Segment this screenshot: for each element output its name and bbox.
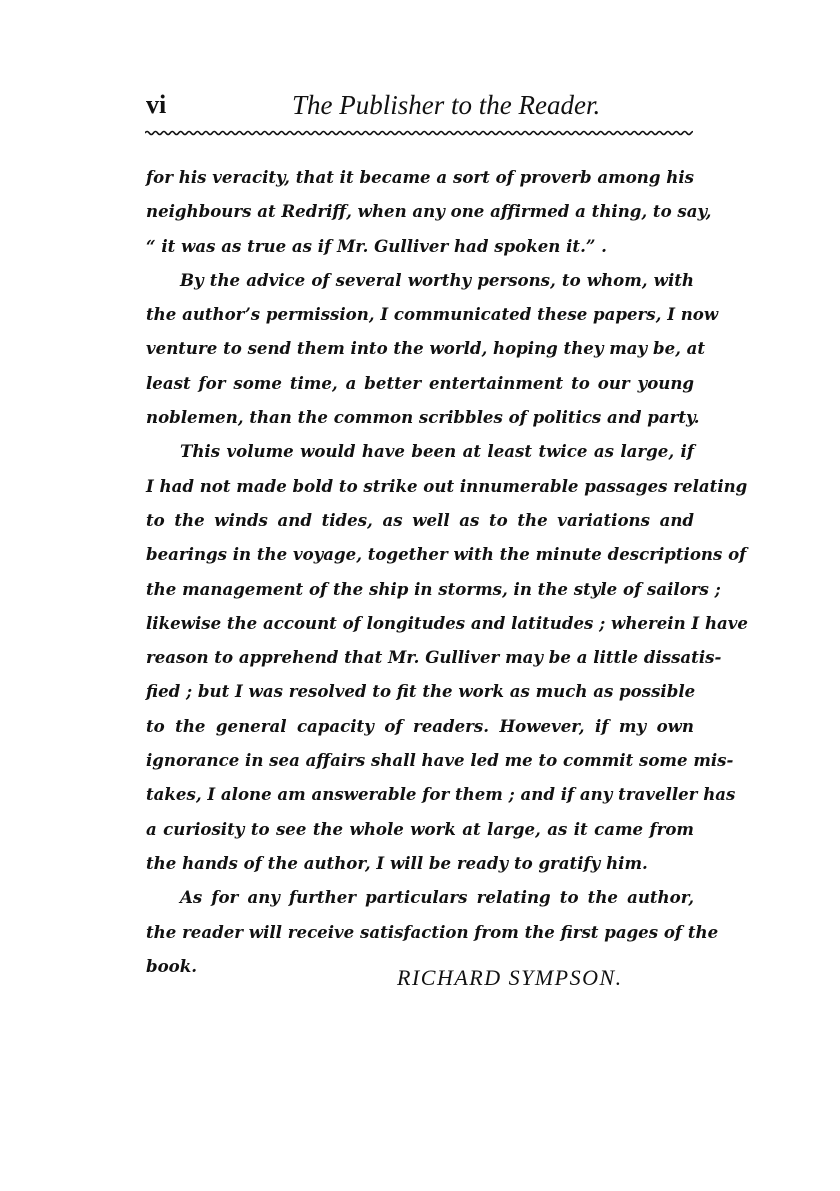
text-line: By the advice of several worthy persons, to whom, with — [180, 269, 694, 290]
page-number: vi — [146, 90, 167, 119]
text-line: to the winds and tides, as well as to the variations and — [146, 509, 694, 530]
text-line: book. — [146, 955, 198, 976]
text-line: the reader will receive satisfaction from the first pages of the — [146, 921, 719, 942]
text-line: “ it was as true as if Mr. Gulliver had spoken it.” . — [146, 235, 607, 256]
paragraph-3 — [146, 434, 748, 880]
text-line: neighbours at Redriff, when any one affirmed a thing, to say, — [146, 201, 712, 222]
text-line: the hands of the author, I will be ready to gratify him. — [146, 852, 648, 873]
wavy-header-rule — [145, 128, 693, 138]
text-line: to the general capacity of readers. However, if my own — [146, 715, 694, 736]
text-line: least for some time, a better entertainment to our young — [146, 372, 694, 393]
body-text — [146, 160, 748, 983]
text-line: noblemen, than the common scribbles of politics and party. — [146, 407, 700, 428]
text-line: fied ; but I was resolved to fit the work as much as possible — [146, 681, 696, 702]
text-line: reason to apprehend that Mr. Gulliver may be a little dissatis- — [146, 647, 722, 668]
text-line: I had not made bold to strike out innumerable passages relating — [146, 475, 748, 496]
text-line: bearings in the voyage, together with the minute descriptions of — [146, 544, 747, 565]
paragraph-1 — [146, 160, 712, 263]
text-line: ignorance in sea affairs shall have led me to commit some mis- — [146, 750, 734, 771]
running-head-title: The Publisher to the Reader. — [292, 90, 601, 120]
text-line: a curiosity to see the whole work at large, as it came from — [146, 818, 694, 839]
text-line: takes, I alone am answerable for them ; and if any traveller has — [146, 784, 736, 805]
text-line: venture to send them into the world, hoping they may be, at — [146, 338, 706, 359]
paragraph-2 — [146, 263, 719, 434]
text-line: likewise the account of longitudes and latitudes ; wherein I have — [146, 612, 748, 633]
text-line: for his veracity, that it became a sort of proverb among his — [146, 167, 694, 187]
text-line: As for any further particulars relating to the author, — [180, 887, 694, 908]
text-line: the author’s permission, I communicated these papers, I now — [146, 304, 719, 325]
signature: RICHARD SYMPSON. — [397, 965, 623, 990]
text-line: This volume would have been at least twice as large, if — [180, 441, 694, 462]
text-line: the management of the ship in storms, in the style of sailors ; — [146, 578, 721, 599]
